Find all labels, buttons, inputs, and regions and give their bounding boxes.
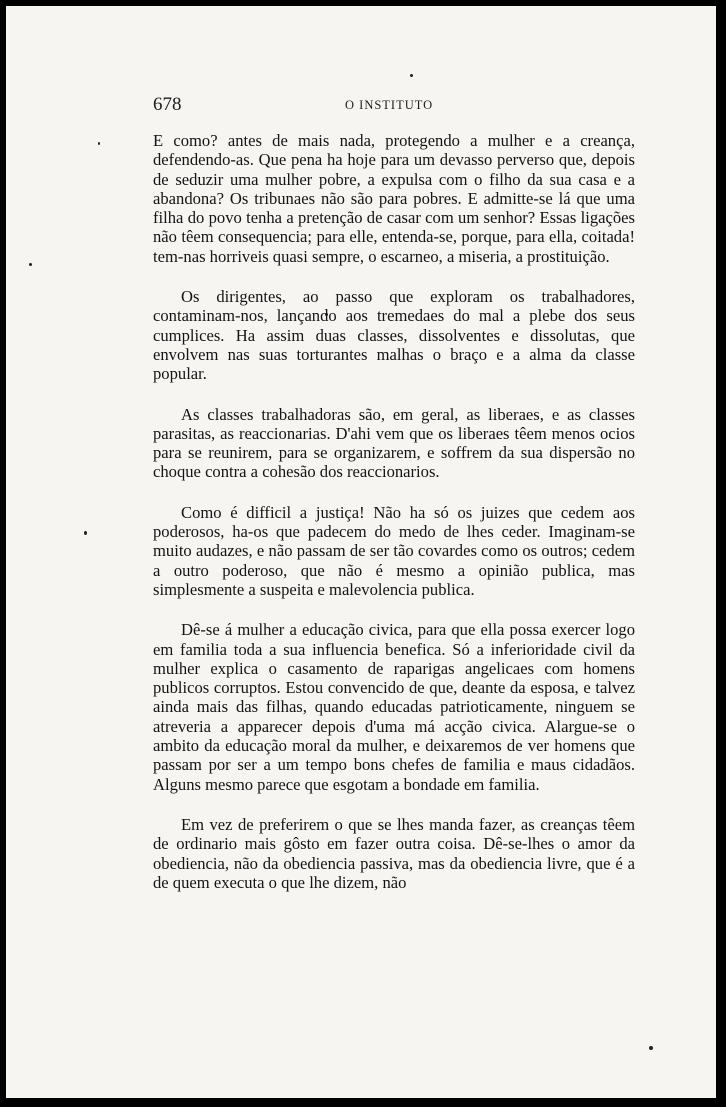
page-header — [153, 94, 633, 124]
paragraph: Dê-se á mulher a educação civica, para que ella possa exercer logo em familia toda a sua influencia benefica. Só a inferioridade civil da mulher explica o casamento de raparigas angelicaes com homens publicos corruptos. Estou convencido de que, deante da esposa, e talvez ainda mais das filhas, quando educadas patrioticamente, ninguem se atreveria a apparecer depois d'uma má acção civica. Alargue-se o ambito da educação moral da mulher, e deixaremos de ver homens que passam por ser a um tempo bons chefes de familia e maus cidadãos. Alguns mesmo parece que esgotam a bondade em familia. — [153, 620, 635, 794]
body-text — [153, 131, 635, 913]
paragraph: As classes trabalhadoras são, em geral, as liberaes, e as classes parasitas, as reaccionarias. D'ahi vem que os liberaes têem menos ocios para se reunirem, para se organizarem, e soffrem da sua dispersão no choque contra a cohesão dos reaccionarios. — [153, 404, 635, 482]
book-page — [6, 6, 716, 1098]
paragraph: E como? antes de mais nada, protegendo a mulher e a creança, defendendo-as. Que pena ha hoje para um devasso perverso que, depois de seduzir uma mulher pobre, a expulsa com o filho da sua casa e a abandona? Os tribunaes não são para pobres. E admitte-se lá que uma filha do povo tenha a pretenção de casar com um senhor? Essas ligações não têem consequencia; para elle, entenda-se, porque, para ella, coitada! tem-nas horriveis quasi sempre, o escarneo, a miseria, a prostituição. — [153, 131, 635, 266]
paragraph: Os dirigentes, ao passo que exploram os trabalhadores, contaminam-nos, lançando aos tremedaes do mal a plebe dos seus cumplices. Ha assim duas classes, dissolventes e dissolutas, que envolvem nas suas torturantes malhas o braço e a alma da classe popular. — [153, 287, 635, 384]
paragraph: Em vez de preferirem o que se lhes manda fazer, as creanças têem de ordinario mais gôsto em fazer outra coisa. Dê-se-lhes o amor da obediencia, não da obediencia passiva, mas da obediencia livre, que é a de quem executa o que lhe dizem, não — [153, 814, 635, 892]
paragraph: Como é difficil a justiça! Não ha só os juizes que cedem aos poderosos, ha-os que padecem do medo de lhes ceder. Imaginam-se muito audazes, e não passam de ser tão covardes como os outros; cedem a outro poderoso, que não é mesmo a opinião publica, mas simplesmente a suspeita e malevolencia publica. — [153, 502, 635, 599]
page-number: 678 — [153, 94, 182, 115]
running-title: O INSTITUTO — [345, 98, 434, 112]
